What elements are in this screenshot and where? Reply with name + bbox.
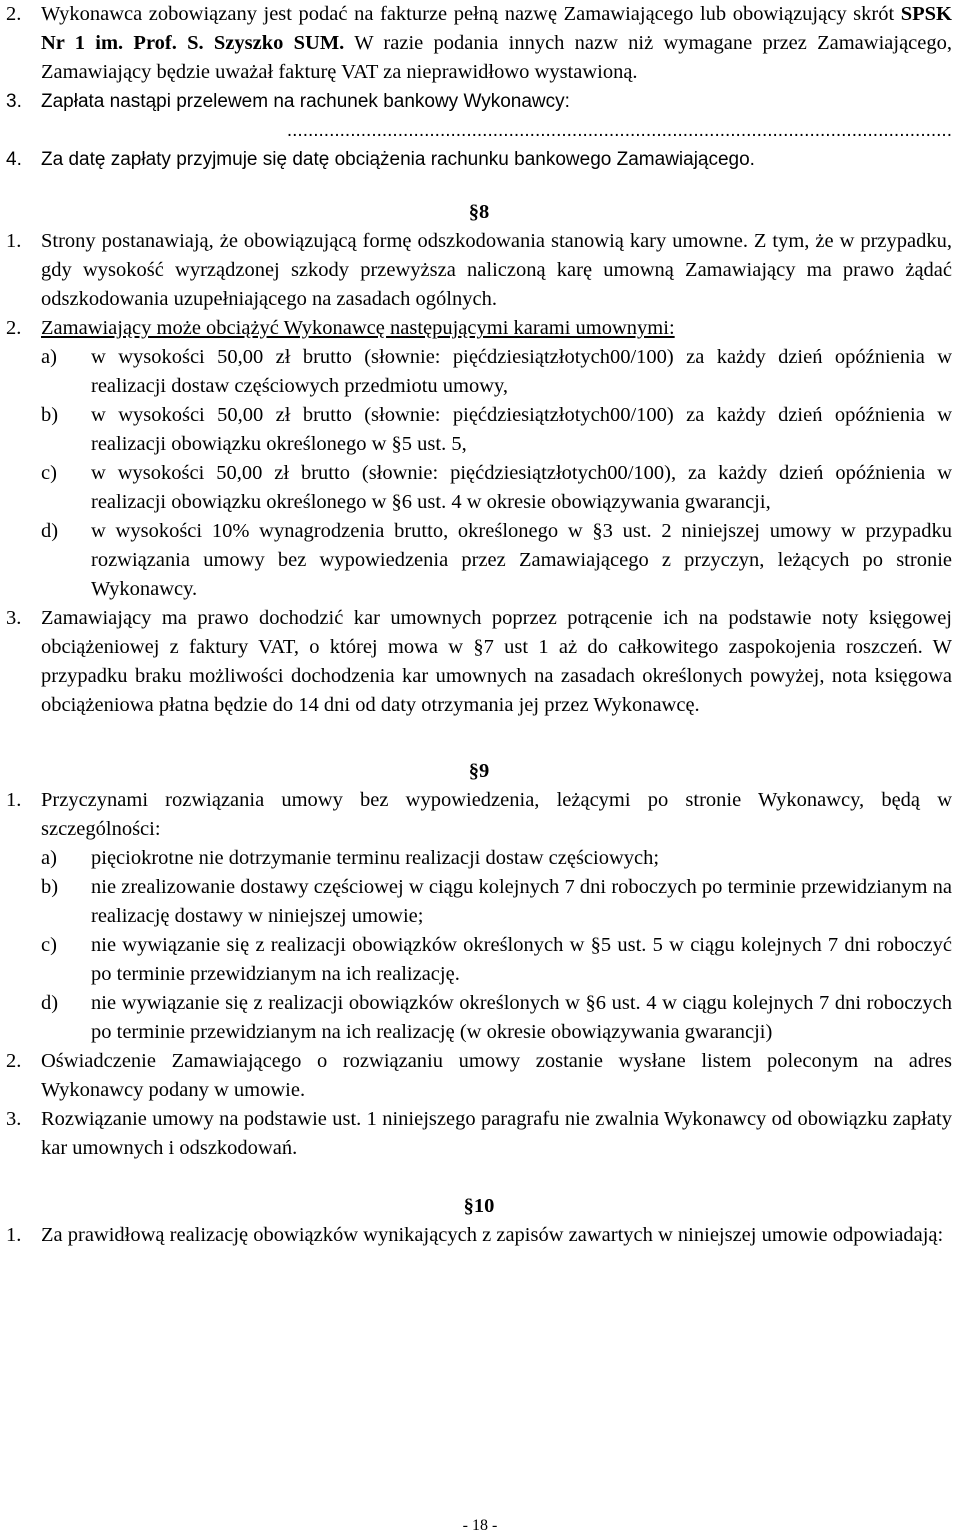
list-item: a) w wysokości 50,00 zł brutto (słownie: pięćdziesiątzłotych00/100) za każdy dzień opóźnienia w realizacji dostaw częściowych przedmiotu umowy, [41, 346, 952, 397]
s7-item-4 [6, 145, 952, 174]
item-text: Rozwiązanie umowy na podstawie ust. 1 niniejszego paragrafu nie zwalnia Wykonawcy od obowiązku zapłaty kar umownych i odszkodowań. [41, 1108, 952, 1159]
item-number: 3. [6, 91, 22, 112]
item-text: Wykonawca zobowiązany jest podać na fakturze pełną nazwę Zamawiającego lub obowiązujący skrót [41, 3, 901, 25]
list-item: d) nie wywiązanie się z realizacji obowiązków określonych w §6 ust. 4 w ciągu kolejnych 7 dni roboczych po terminie przewidzianym na ich realizację (w okresie obowiązywania gwarancji) [41, 992, 952, 1043]
item-number: 1. [6, 789, 22, 811]
section-heading-10: §10 [463, 1195, 495, 1217]
s8-item-1 [6, 227, 952, 314]
item-text-cont: W razie podania innych nazw niż wymagane przez Zamawiającego, Zamawiający będzie uważał fakturę VAT za nieprawidłowo wystawioną. [41, 32, 952, 83]
s9-item-3 [6, 1105, 952, 1163]
list-item: c) nie wywiązanie się z realizacji obowiązków określonych w §5 ust. 5 w ciągu kolejnych 7 dni roboczyć po terminie przewidzianym na ich realizację. [41, 934, 952, 985]
item-number: 2. [6, 3, 22, 25]
item-number: 4. [6, 149, 22, 170]
s7-item-2 [6, 0, 952, 87]
s10-item-1 [6, 1221, 952, 1250]
s7-item-3 [6, 87, 952, 116]
section-heading-8: §8 [468, 201, 490, 223]
list-item: b) nie zrealizowanie dostawy częściowej w ciągu kolejnych 7 dni roboczych po terminie przewidzianym na realizację dostawy w niniejszej umowie; [41, 876, 952, 927]
s9-item-2 [6, 1047, 952, 1105]
item-text: Zamawiający ma prawo dochodzić kar umownych poprzez potrącenie ich na podstawie noty księgowej obciążeniowej z faktury VAT, o której mowa w §7 ust 1 aż do całkowitego zaspokojenia roszczeń. W przypadku braku możliwości dochodzenia kar umownych na zasadach określonych powyżej, nota księgowa obciążeniowa płatna będzie do 14 dni od daty otrzymania jej przez Wykonawcę. [41, 607, 952, 716]
item-text: Zamawiający może obciążyć Wykonawcę następującymi karami umownymi: [41, 317, 675, 339]
page-number: - 18 - [462, 1517, 498, 1534]
list-item: d) w wysokości 10% wynagrodzenia brutto, określonego w §3 ust. 2 niniejszej umowy w przypadku rozwiązania umowy bez wypowiedzenia przez Zamawiającego z przyczyn, leżących po stronie Wykonawcy. [41, 520, 952, 600]
s9-item-1 [6, 786, 952, 844]
item-number: 3. [6, 607, 22, 629]
list-item: c) w wysokości 50,00 zł brutto (słownie: pięćdziesiątzłotych00/100), za każdy dzień opóźnienia w realizacji obowiązku określonego w §6 ust. 4 w okresie obowiązywania gwarancji, [41, 462, 952, 513]
item-text: Za datę zapłaty przyjmuje się datę obciążenia rachunku bankowego Zamawiającego. [41, 149, 755, 170]
item-text: Strony postanawiają, że obowiązującą formę odszkodowania stanowią kary umowne. Z tym, że w przypadku, gdy wysokość wyrządzonej szkody przewyższa naliczoną karę umowną Zamawiający ma prawo żądać odszkodowania uzupełniającego na zasadach ogólnych. [41, 230, 952, 310]
item-text: Oświadczenie Zamawiającego o rozwiązaniu umowy zostanie wysłane listem poleconym na adres Wykonawcy podany w umowie. [41, 1050, 952, 1101]
hospital-short-name: SPSK Nr 1 im. Prof. S. Szyszko SUM. [41, 3, 952, 54]
section-heading-9: §9 [468, 760, 490, 782]
item-text: Zapłata nastąpi przelewem na rachunek bankowy Wykonawcy: [41, 91, 570, 112]
item-text: Przyczynami rozwiązania umowy bez wypowiedzenia, leżącymi po stronie Wykonawcy, będą w szczególności: [41, 789, 952, 840]
item-number: 1. [6, 230, 22, 252]
item-text: Za prawidłową realizację obowiązków wynikających z zapisów zawartych w niniejszej umowie odpowiadają: [41, 1224, 944, 1246]
s8-item-3 [6, 604, 952, 720]
list-item: b) w wysokości 50,00 zł brutto (słownie: pięćdziesiątzłotych00/100) za każdy dzień opóźnienia w realizacji obowiązku określonego w §5 ust. 5, [41, 404, 952, 455]
item-number: 3. [6, 1108, 22, 1130]
item-number: 1. [6, 1224, 22, 1246]
dotted-fill-line: .............................................................................................................................. [286, 120, 952, 141]
list-item: a) pięciokrotne nie dotrzymanie terminu realizacji dostaw częściowych; [41, 847, 660, 869]
s8-item-2 [6, 314, 952, 343]
item-number: 2. [6, 1050, 22, 1072]
item-number: 2. [6, 317, 22, 339]
